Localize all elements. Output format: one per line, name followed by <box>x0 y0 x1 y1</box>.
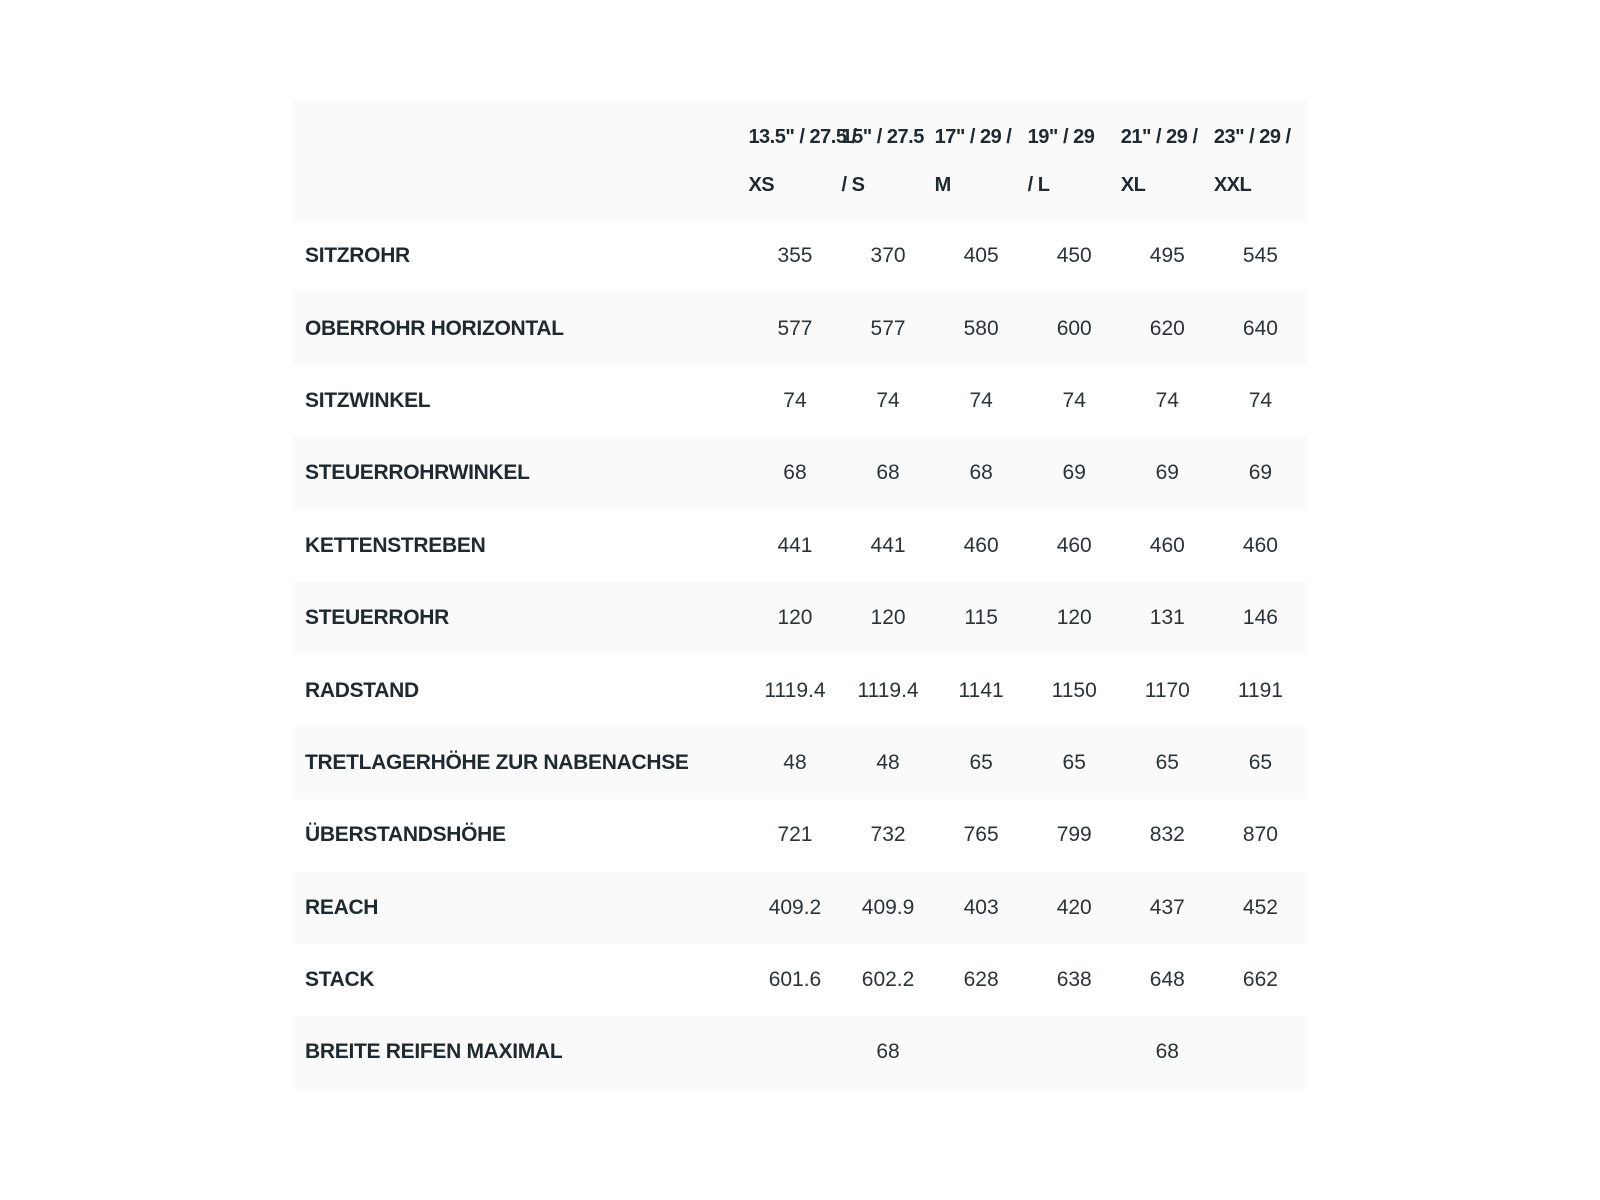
value-cell: 545 <box>1242 244 1278 268</box>
row-label: REACH <box>305 895 379 919</box>
row-label: TRETLAGERHÖHE ZUR NABENACHSE <box>305 750 689 774</box>
table-row <box>293 1016 1307 1088</box>
value-cell: 450 <box>1056 244 1092 268</box>
table-row <box>293 944 1307 1016</box>
row-label: SITZROHR <box>305 244 410 268</box>
header-size-l <box>1028 101 1121 220</box>
value-cell: 69 <box>1248 461 1273 485</box>
header-size-xxl <box>1214 101 1307 220</box>
table-row <box>293 727 1307 799</box>
size-dimension: 23" / 29 / <box>1213 125 1291 148</box>
size-code: XL <box>1120 173 1146 196</box>
value-cell: 403 <box>963 895 999 919</box>
value-cell: 405 <box>963 244 999 268</box>
value-cell: 74 <box>969 388 993 412</box>
value-cell: 420 <box>1056 895 1092 919</box>
row-label: SITZWINKEL <box>305 388 431 412</box>
value-cell: 120 <box>777 606 813 630</box>
row-label: OBERROHR HORIZONTAL <box>305 316 564 340</box>
value-cell: 115 <box>964 606 998 630</box>
value-cell: 68 <box>969 461 993 485</box>
value-cell: 131 <box>1149 606 1185 630</box>
value-cell: 74 <box>1155 388 1179 412</box>
value-cell: 799 <box>1056 823 1092 847</box>
value-cell: 721 <box>777 823 813 847</box>
row-label: RADSTAND <box>305 678 419 702</box>
table-row <box>293 437 1307 509</box>
value-cell: 662 <box>1242 968 1278 992</box>
value-cell: 460 <box>963 533 999 557</box>
size-dimension: 21" / 29 / <box>1120 125 1198 148</box>
value-cell: 69 <box>1155 461 1179 485</box>
value-cell: 68 <box>1155 1040 1179 1064</box>
table-row <box>293 365 1307 437</box>
table-row <box>293 582 1307 654</box>
value-cell: 638 <box>1056 968 1092 992</box>
value-cell: 732 <box>870 823 906 847</box>
value-cell: 74 <box>1062 388 1086 412</box>
value-cell: 409.2 <box>768 895 822 919</box>
header-label-cell <box>293 101 748 220</box>
value-cell: 602.2 <box>861 968 915 992</box>
value-cell: 580 <box>963 316 999 340</box>
row-label: STACK <box>305 968 375 992</box>
row-label: BREITE REIFEN MAXIMAL <box>305 1040 563 1064</box>
value-cell <box>1214 1016 1307 1088</box>
size-code: XS <box>748 173 775 196</box>
header-size-s <box>842 101 935 220</box>
table-row <box>293 872 1307 944</box>
row-label: STEUERROHRWINKEL <box>305 461 530 485</box>
row-label: STEUERROHR <box>305 606 450 630</box>
value-cell: 68 <box>876 1040 900 1064</box>
row-label: KETTENSTREBEN <box>305 533 486 557</box>
value-cell: 460 <box>1242 533 1278 557</box>
header-size-xs <box>748 101 857 220</box>
value-cell: 120 <box>870 606 906 630</box>
value-cell: 601.6 <box>768 968 822 992</box>
size-dimension: 19" / 29 <box>1027 125 1095 148</box>
value-cell: 628 <box>963 968 999 992</box>
value-cell: 648 <box>1149 968 1185 992</box>
value-cell: 870 <box>1242 823 1278 847</box>
value-cell: 68 <box>783 461 807 485</box>
value-cell: 1119.4 <box>764 678 826 702</box>
table-row <box>293 654 1307 726</box>
value-cell: 1191 <box>1237 678 1283 702</box>
value-cell: 68 <box>876 461 900 485</box>
value-cell: 832 <box>1149 823 1185 847</box>
table-header-row <box>293 101 1307 220</box>
value-cell: 370 <box>870 244 906 268</box>
size-code: XXL <box>1213 173 1252 196</box>
value-cell: 460 <box>1149 533 1185 557</box>
value-cell: 1150 <box>1051 678 1097 702</box>
value-cell: 65 <box>1248 750 1273 774</box>
value-cell: 69 <box>1062 461 1086 485</box>
table-row <box>293 292 1307 364</box>
row-label: ÜBERSTANDSHÖHE <box>305 823 506 847</box>
value-cell: 1141 <box>958 678 1004 702</box>
value-cell: 48 <box>876 750 900 774</box>
size-dimension: 17" / 29 / <box>934 125 1012 148</box>
size-dimension: 13.5" / 27.5 / <box>748 125 857 148</box>
geometry-table <box>293 101 1307 1089</box>
value-cell: 441 <box>777 533 813 557</box>
header-size-xl <box>1121 101 1214 220</box>
header-size-m <box>935 101 1028 220</box>
value-cell <box>748 1016 841 1088</box>
size-code: / L <box>1027 173 1050 196</box>
value-cell: 441 <box>870 533 906 557</box>
value-cell: 765 <box>963 823 999 847</box>
value-cell: 640 <box>1242 316 1278 340</box>
value-cell: 495 <box>1149 244 1185 268</box>
value-cell: 600 <box>1056 316 1092 340</box>
value-cell: 437 <box>1149 895 1185 919</box>
value-cell: 409.9 <box>861 895 915 919</box>
value-cell: 1170 <box>1144 678 1190 702</box>
value-cell: 65 <box>969 750 993 774</box>
table-row <box>293 510 1307 582</box>
table-row <box>293 220 1307 292</box>
table-row <box>293 799 1307 871</box>
value-cell: 1119.4 <box>857 678 919 702</box>
size-dimension: 15" / 27.5 <box>841 125 924 148</box>
value-cell: 120 <box>1056 606 1092 630</box>
value-cell: 48 <box>783 750 807 774</box>
value-cell: 577 <box>870 316 906 340</box>
value-cell <box>1028 1016 1121 1088</box>
value-cell: 74 <box>876 388 900 412</box>
value-cell: 65 <box>1062 750 1086 774</box>
size-code: M <box>934 173 951 196</box>
value-cell: 460 <box>1056 533 1092 557</box>
value-cell: 355 <box>777 244 813 268</box>
value-cell: 65 <box>1155 750 1179 774</box>
value-cell: 74 <box>783 388 807 412</box>
value-cell <box>935 1016 1028 1088</box>
value-cell: 74 <box>1248 388 1273 412</box>
value-cell: 577 <box>777 316 813 340</box>
value-cell: 146 <box>1242 606 1278 630</box>
value-cell: 452 <box>1242 895 1278 919</box>
value-cell: 620 <box>1149 316 1185 340</box>
size-code: / S <box>841 173 865 196</box>
